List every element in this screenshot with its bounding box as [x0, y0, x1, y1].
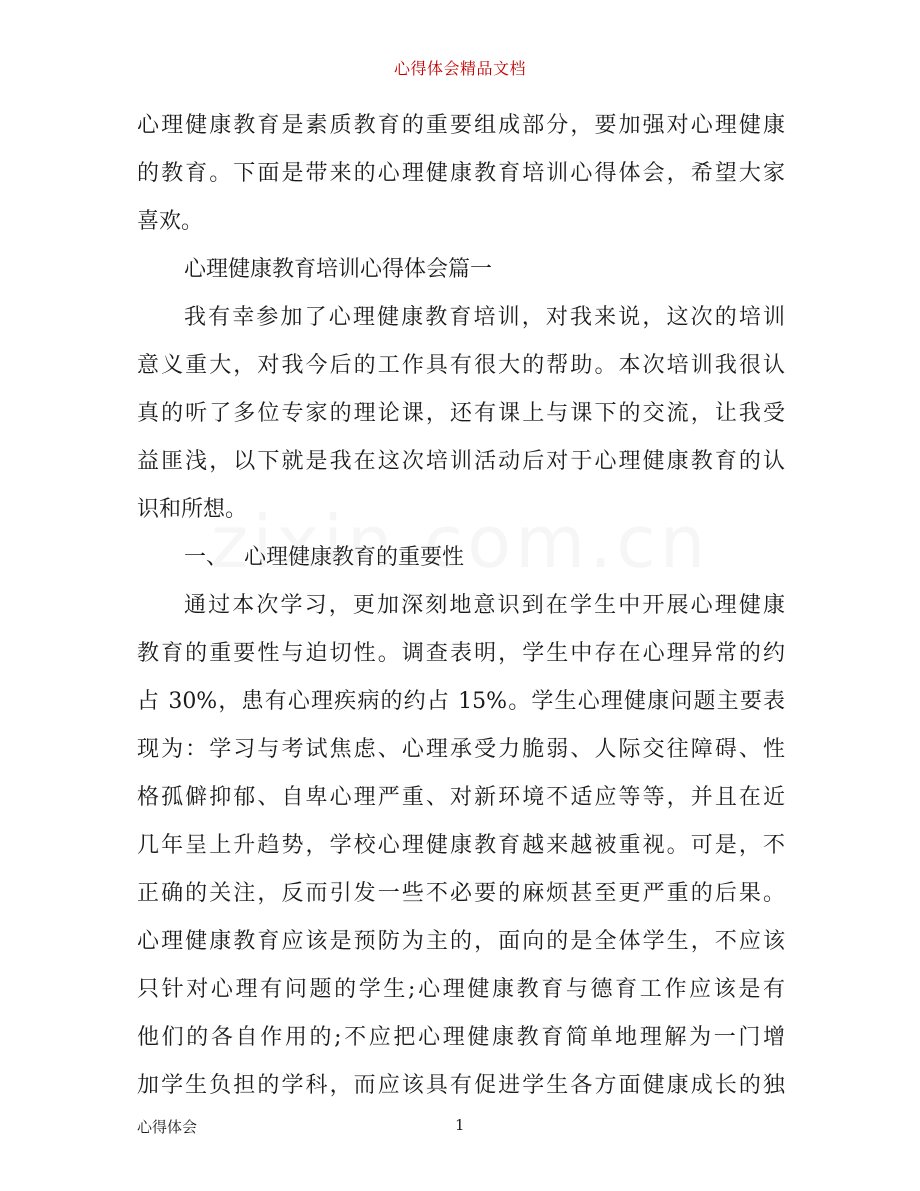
body-line: 只针对心理有问题的学生;心理健康教育与德育工作应该是有	[137, 977, 785, 1002]
body-line: 益匪浅，以下就是我在这次培训活动后对于心理健康教育的认	[137, 449, 785, 474]
body-line: 教育的重要性与迫切性。调查表明，学生中存在心理异常的约	[137, 641, 785, 666]
body-line: 心理健康教育是素质教育的重要组成部分，要加强对心理健康	[137, 113, 785, 138]
body-line: 通过本次学习，更加深刻地意识到在学生中开展心理健康	[184, 593, 785, 618]
subheading-text: 心理健康教育的重要性	[244, 545, 465, 570]
body-line: 格孤僻抑郁、自卑心理严重、对新环境不适应等等，并且在近	[137, 785, 785, 810]
body-line: 意义重大，对我今后的工作具有很大的帮助。本次培训我很认	[137, 353, 785, 378]
body-line: 心理健康教育应该是预防为主的，面向的是全体学生，不应该	[137, 929, 785, 954]
body-line: 占 30%，患有心理疾病的约占 15%。学生心理健康问题主要表	[137, 689, 785, 714]
body-line: 真的听了多位专家的理论课，还有课上与课下的交流，让我受	[137, 401, 785, 426]
body-line: 我有幸参加了心理健康教育培训，对我来说，这次的培训	[184, 305, 785, 330]
page-number: 1	[455, 1116, 465, 1134]
body-line: 识和所想。	[137, 497, 248, 522]
document-body	[137, 102, 785, 1110]
body-line: 的教育。下面是带来的心理健康教育培训心得体会，希望大家	[137, 161, 785, 186]
subheading	[137, 534, 785, 582]
document-header: 心得体会精品文档	[393, 59, 526, 78]
section-title: 心理健康教育培训心得体会篇一	[184, 257, 493, 282]
body-line: 喜欢。	[137, 209, 204, 234]
body-line: 几年呈上升趋势，学校心理健康教育越来越被重视。可是，不	[137, 833, 785, 858]
body-line: 正确的关注，反而引发一些不必要的麻烦甚至更严重的后果。	[137, 881, 785, 906]
body-line: 现为：学习与考试焦虑、心理承受力脆弱、人际交往障碍、性	[137, 737, 785, 762]
body-line: 加学生负担的学科，而应该具有促进学生各方面健康成长的独	[137, 1073, 785, 1098]
body-line: 他们的各自作用的;不应把心理健康教育简单地理解为一门增	[137, 1025, 785, 1050]
footer-label: 心得体会	[137, 1118, 198, 1136]
subheading-number: 一、	[184, 545, 229, 570]
